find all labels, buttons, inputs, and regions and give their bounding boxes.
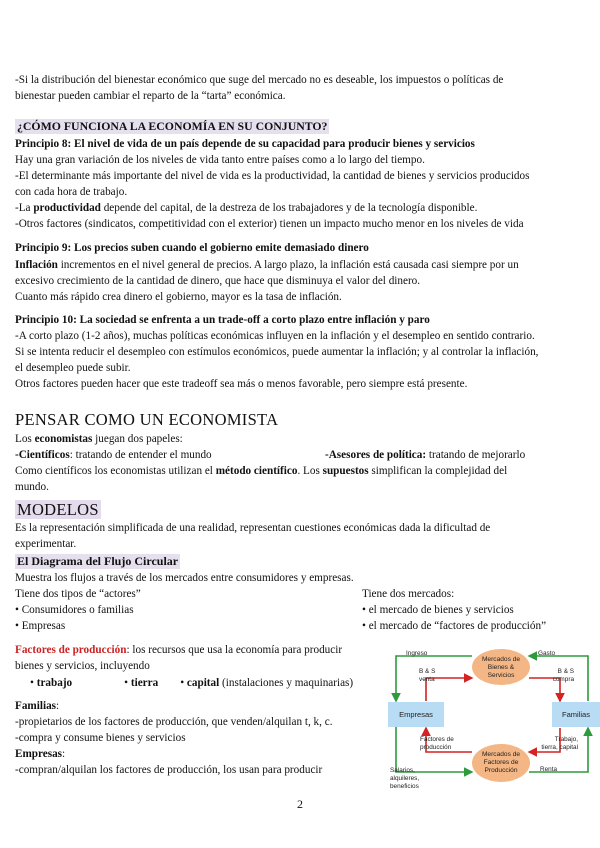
economist-line-3-pre: Como científicos los economistas utilizan el [15,465,216,477]
economist-line-3-mid: . Los [297,465,323,477]
svg-text:Mercados deFactores deProducci [482,751,520,774]
label-factores-2: producción [420,744,452,751]
principle-10-title: Principio 10: La sociedad se enfrenta a un trade-off a corto plazo entre inflación y paro [15,314,430,326]
role-advisors [325,448,525,463]
page-number: 2 [297,797,303,811]
principle-9-title: Principio 9: Los precios suben cuando el gobierno emite demasiado dinero [15,242,369,254]
supuestos-term: supuestos [322,465,369,477]
models-line-3: Muestra los flujos a través de los mercados entre consumidores y empresas. [15,572,354,584]
circular-flow-heading: El Diagrama del Flujo Circular [17,554,179,568]
label-bs-venta-2: venta [419,676,435,683]
familias-line-1: -propietarios de los factores de producción, que venden/alquilan t, k, c. [15,716,333,728]
factors-line-1-post: : los recursos que usa la economía para producir [126,644,343,656]
metodo-cientifico-term: método científico [215,465,298,477]
empresas-node-label: Empresas [399,710,433,719]
p8-line-5: -Otros factores (sindicatos, competitividad con el exterior) tienen un impacto mucho menor en los niveles de vida [15,218,524,230]
label-factores-1: Factores de [420,736,454,743]
goods-market-label-3: Servicios [487,672,515,679]
actor-2: • Empresas [15,620,66,632]
p9-line-1-post: incrementos en el nivel general de precios. A largo plazo, la inflación está causada casi siempre por un [57,259,519,271]
principle-8-title: Principio 8: El nivel de vida de un país depende de su capacidad para producir bienes y servicios [15,138,475,150]
familias-title: Familias: [15,700,60,712]
familias-line-2: -compra y consume bienes y servicios [15,732,186,744]
economy-heading: ¿CÓMO FUNCIONA LA ECONOMÍA EN SU CONJUNTO? [17,119,328,133]
factor-capital-post: (instalaciones y maquinarias) [219,677,354,689]
factors-list: • trabajo • tierra • capital (instalaciones y maquinarias) [30,677,354,689]
svg-text:Factores deproducción [420,736,454,751]
label-salarios-3: beneficios [390,783,419,790]
factor-trabajo: trabajo [36,677,73,689]
empresas-line-1: -compran/alquilan los factores de producción, los usan para producir [15,764,323,776]
factors-market-label-1: Mercados de [481,751,521,758]
markets-title: Tiene dos mercados: [362,588,455,600]
economist-line-4: mundo. [15,481,49,493]
actor-1: • Consumidores o familias [15,604,134,616]
p8-line-3: con cada hora de trabajo. [15,186,128,198]
models-heading-text: MODELOS [17,500,99,519]
factors-line-2: bienes y servicios, incluyendo [15,660,150,672]
economist-line-1-post: juegan dos papeles: [92,433,183,445]
goods-market-label-2: Bienes & [487,664,515,671]
empresas-term: Empresas [15,748,63,760]
goods-market-label-1: Mercados de [481,656,521,663]
economist-line-3 [15,464,507,479]
factors-market-label-3: Producción [484,767,518,774]
asesores-term: -Asesores de política: [325,449,427,461]
p9-line-3: Cuanto más rápido crea dinero el gobierno, mayor es la tasa de inflación. [15,291,342,303]
factores-term: Factores de producción [15,644,127,656]
svg-text:B & Scompra [553,668,575,683]
p10-line-4: Otros factores pueden hacer que este tradeoff sea más o menos favorable, pero siempre está presente. [15,378,468,390]
label-bs-compra-1: B & S [557,668,574,675]
factor-capital: capital [186,677,220,689]
familias-node-label: Familias [562,710,590,719]
svg-text:B & Sventa [419,668,435,683]
models-line-1: Es la representación simplificada de una realidad, representan cuestiones económicas dada la dificultad de [15,522,491,534]
market-1: • el mercado de bienes y servicios [362,604,514,616]
economist-line-3-post: simplifican la complejidad del [368,465,508,477]
label-ingreso: Ingreso [406,650,428,657]
factor-tierra: tierra [130,677,159,689]
economistas-term: economistas [34,433,93,445]
role-advisors-post: tratando de mejorarlo [426,449,526,461]
market-2: • el mercado de “factores de producción” [362,620,547,632]
p10-line-3: el desempleo puede subir. [15,362,131,374]
label-bs-venta-1: B & S [419,668,436,675]
productividad-term: productividad [33,202,101,214]
p9-line-1 [15,258,519,273]
intro-line-1: -Si la distribución del bienestar económico que suge del mercado no es deseable, los impuestos o políticas de [15,74,504,86]
p8-line-2: -El determinante más importante del nivel de vida es la productividad, la cantidad de bienes y servicios producidos [15,170,530,182]
actors-title: Tiene dos tipos de “actores” [15,588,141,600]
p8-line-1: Hay una gran variación de los niveles de vida tanto entre países como a lo largo del tiempo. [15,154,425,166]
svg-text:Trabajo,tierra, capital [541,736,578,751]
economist-line-1-pre: Los [15,433,35,445]
factors-line-1 [15,643,342,658]
label-gasto: Gasto [538,650,556,657]
circular-flow-diagram [388,646,600,796]
empresas-title: Empresas: [15,748,66,760]
familias-term: Familias [15,700,57,712]
intro-line-2: bienestar pueden cambiar el reparto de la “tarta” económica. [15,90,286,102]
p8-line-4-post: depende del capital, de la destreza de los trabajadores y de la tecnología disponible. [100,202,478,214]
label-trabajo-1: Trabajo, [554,736,578,743]
p8-line-4-pre: -La [15,202,34,214]
inflacion-term: Inflación [15,259,58,271]
role-scientists-post: : tratando de entender el mundo [69,449,212,461]
cientificos-term: -Científicos [15,449,70,461]
economist-heading: PENSAR COMO UN ECONOMISTA [15,410,279,429]
p9-line-2: excesivo crecimiento de la cantidad de dinero, que hace que disminuya el valor del dinero. [15,275,421,287]
svg-text:Salarios,alquileres,beneficios [390,767,419,790]
factors-market-label-2: Factores de [483,759,519,766]
models-line-2: experimentar. [15,538,77,550]
p10-line-1: -A corto plazo (1-2 años), muchas políticas económicas influyen en la inflación y el desempleo en sentido contrario. [15,330,535,342]
label-bs-compra-2: compra [552,676,574,683]
label-renta: Renta [540,766,558,773]
p10-line-2: Si se intenta reducir el desempleo con estímulos económicos, puede aumentar la inflación; y al controlar la inflación, [15,346,539,358]
label-salarios-1: Salarios, [390,767,415,774]
economist-line-1 [15,432,183,447]
role-scientists [15,448,212,463]
p8-line-4 [15,201,477,216]
label-salarios-2: alquileres, [390,775,420,782]
label-trabajo-2: tierra, capital [541,744,578,751]
models-heading [15,500,101,520]
